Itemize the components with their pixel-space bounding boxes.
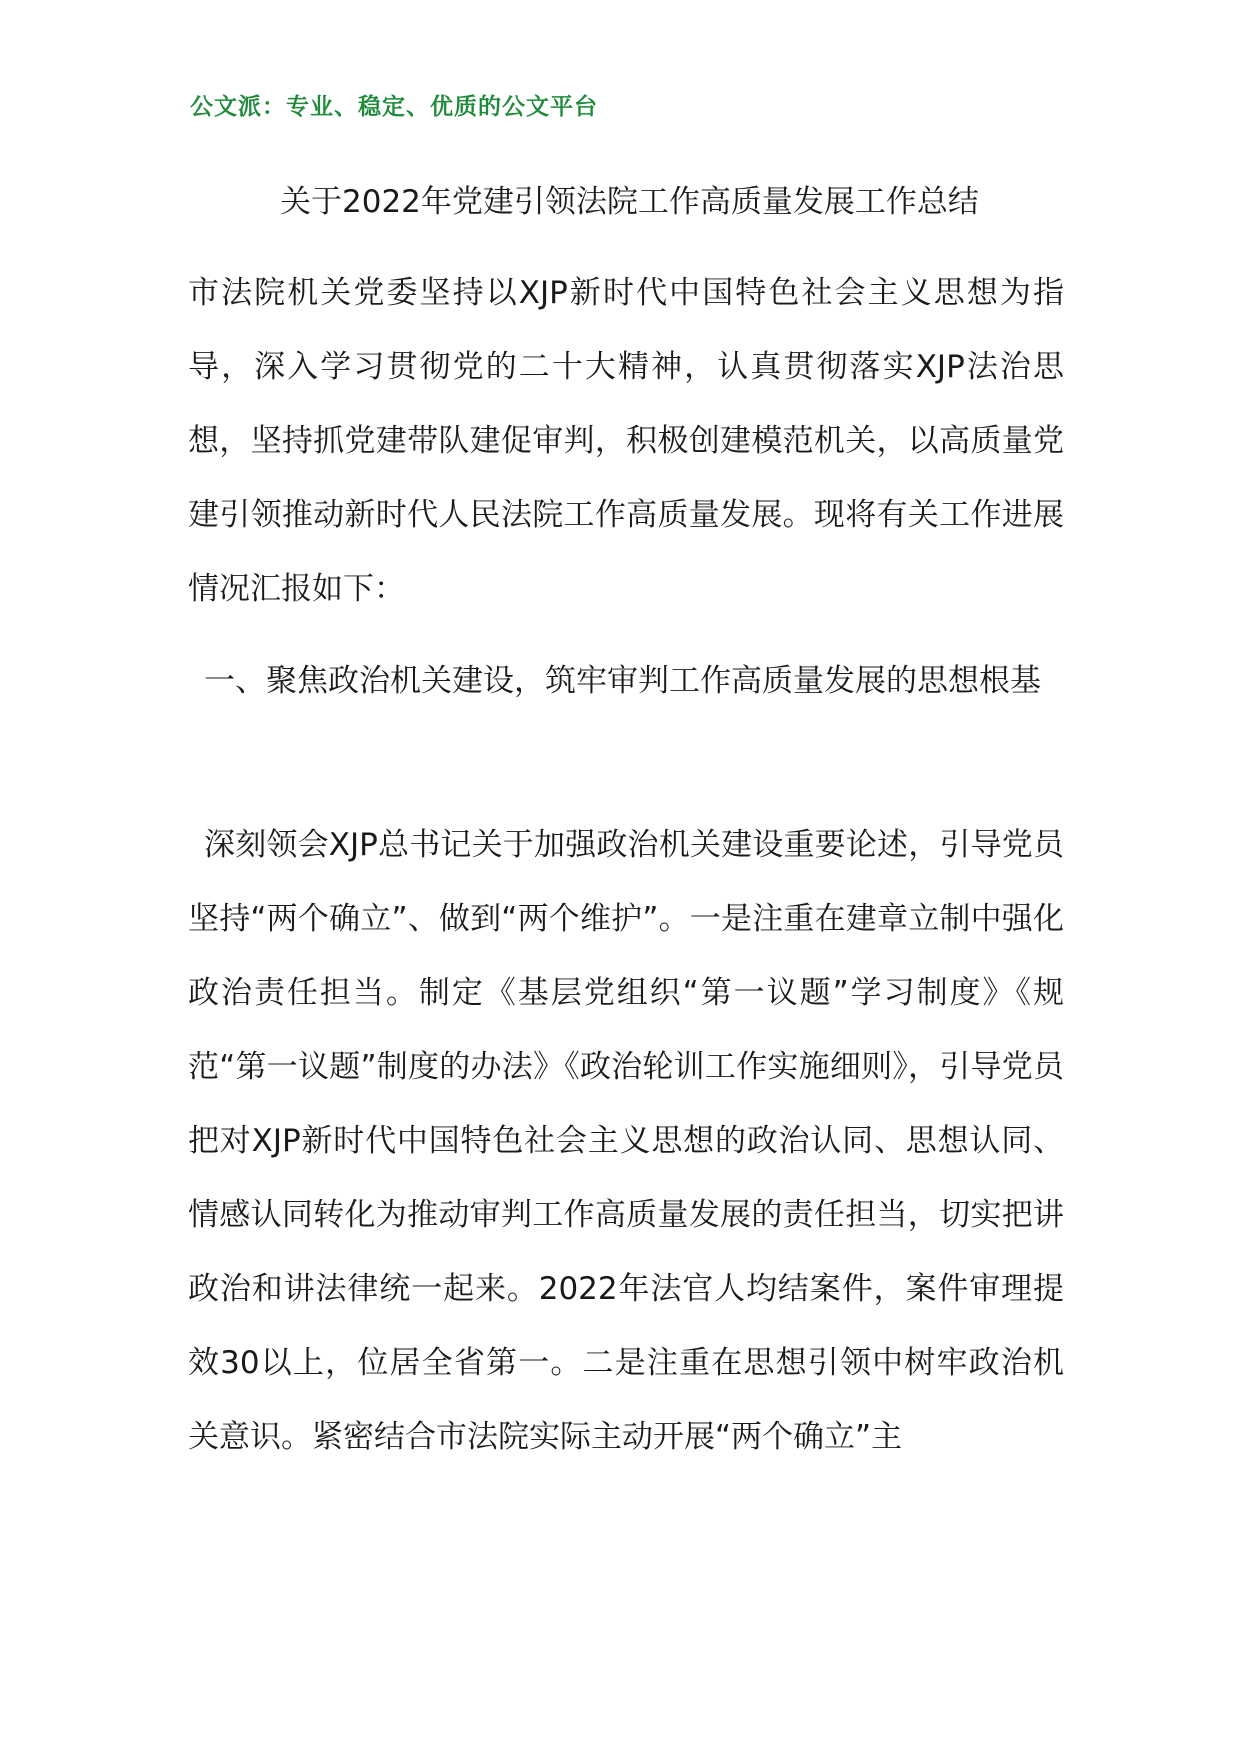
intro-paragraph: 市法院机关党委坚持以XJP新时代中国特色社会主义思想为指导，深入学习贯彻党的二十大精神，认真贯彻落实XJP法治思想，坚持抓党建带队建促审判，积极创建模范机关，以高质量党建引领推动新时代人民法院工作高质量发展。现将有关工作进展情况汇报如下： [188, 275, 1064, 607]
platform-slogan-header: 公文派：专业、稳定、优质的公文平台 [190, 94, 598, 120]
section-heading: 一、聚焦政治机关建设，筑牢审判工作高质量发展的思想根基 [204, 663, 1041, 699]
section-paragraph: 深刻领会XJP总书记关于加强政治机关建设重要论述，引导党员坚持“两个确立”、做到“两个维护”。一是注重在建章立制中强化政治责任担当。制定《基层党组织“第一议题”学习制度》《规范“第一议题”制度的办法》《政治轮训工作实施细则》，引导党员把对XJP新时代中国特色社会主义思想的政治认同、思想认同、情感认同转化为推动审判工作高质量发展的责任担当，切实把讲政治和讲法律统一起来。2022年法官人均结案件，案件审理提效30以上，位居全省第一。二是注重在思想引领中树牢政治机关意识。紧密结合市法院实际主动开展“两个确立”主 [188, 827, 1064, 1455]
document-title: 关于2022年党建引领法院工作高质量发展工作总结 [280, 184, 979, 220]
